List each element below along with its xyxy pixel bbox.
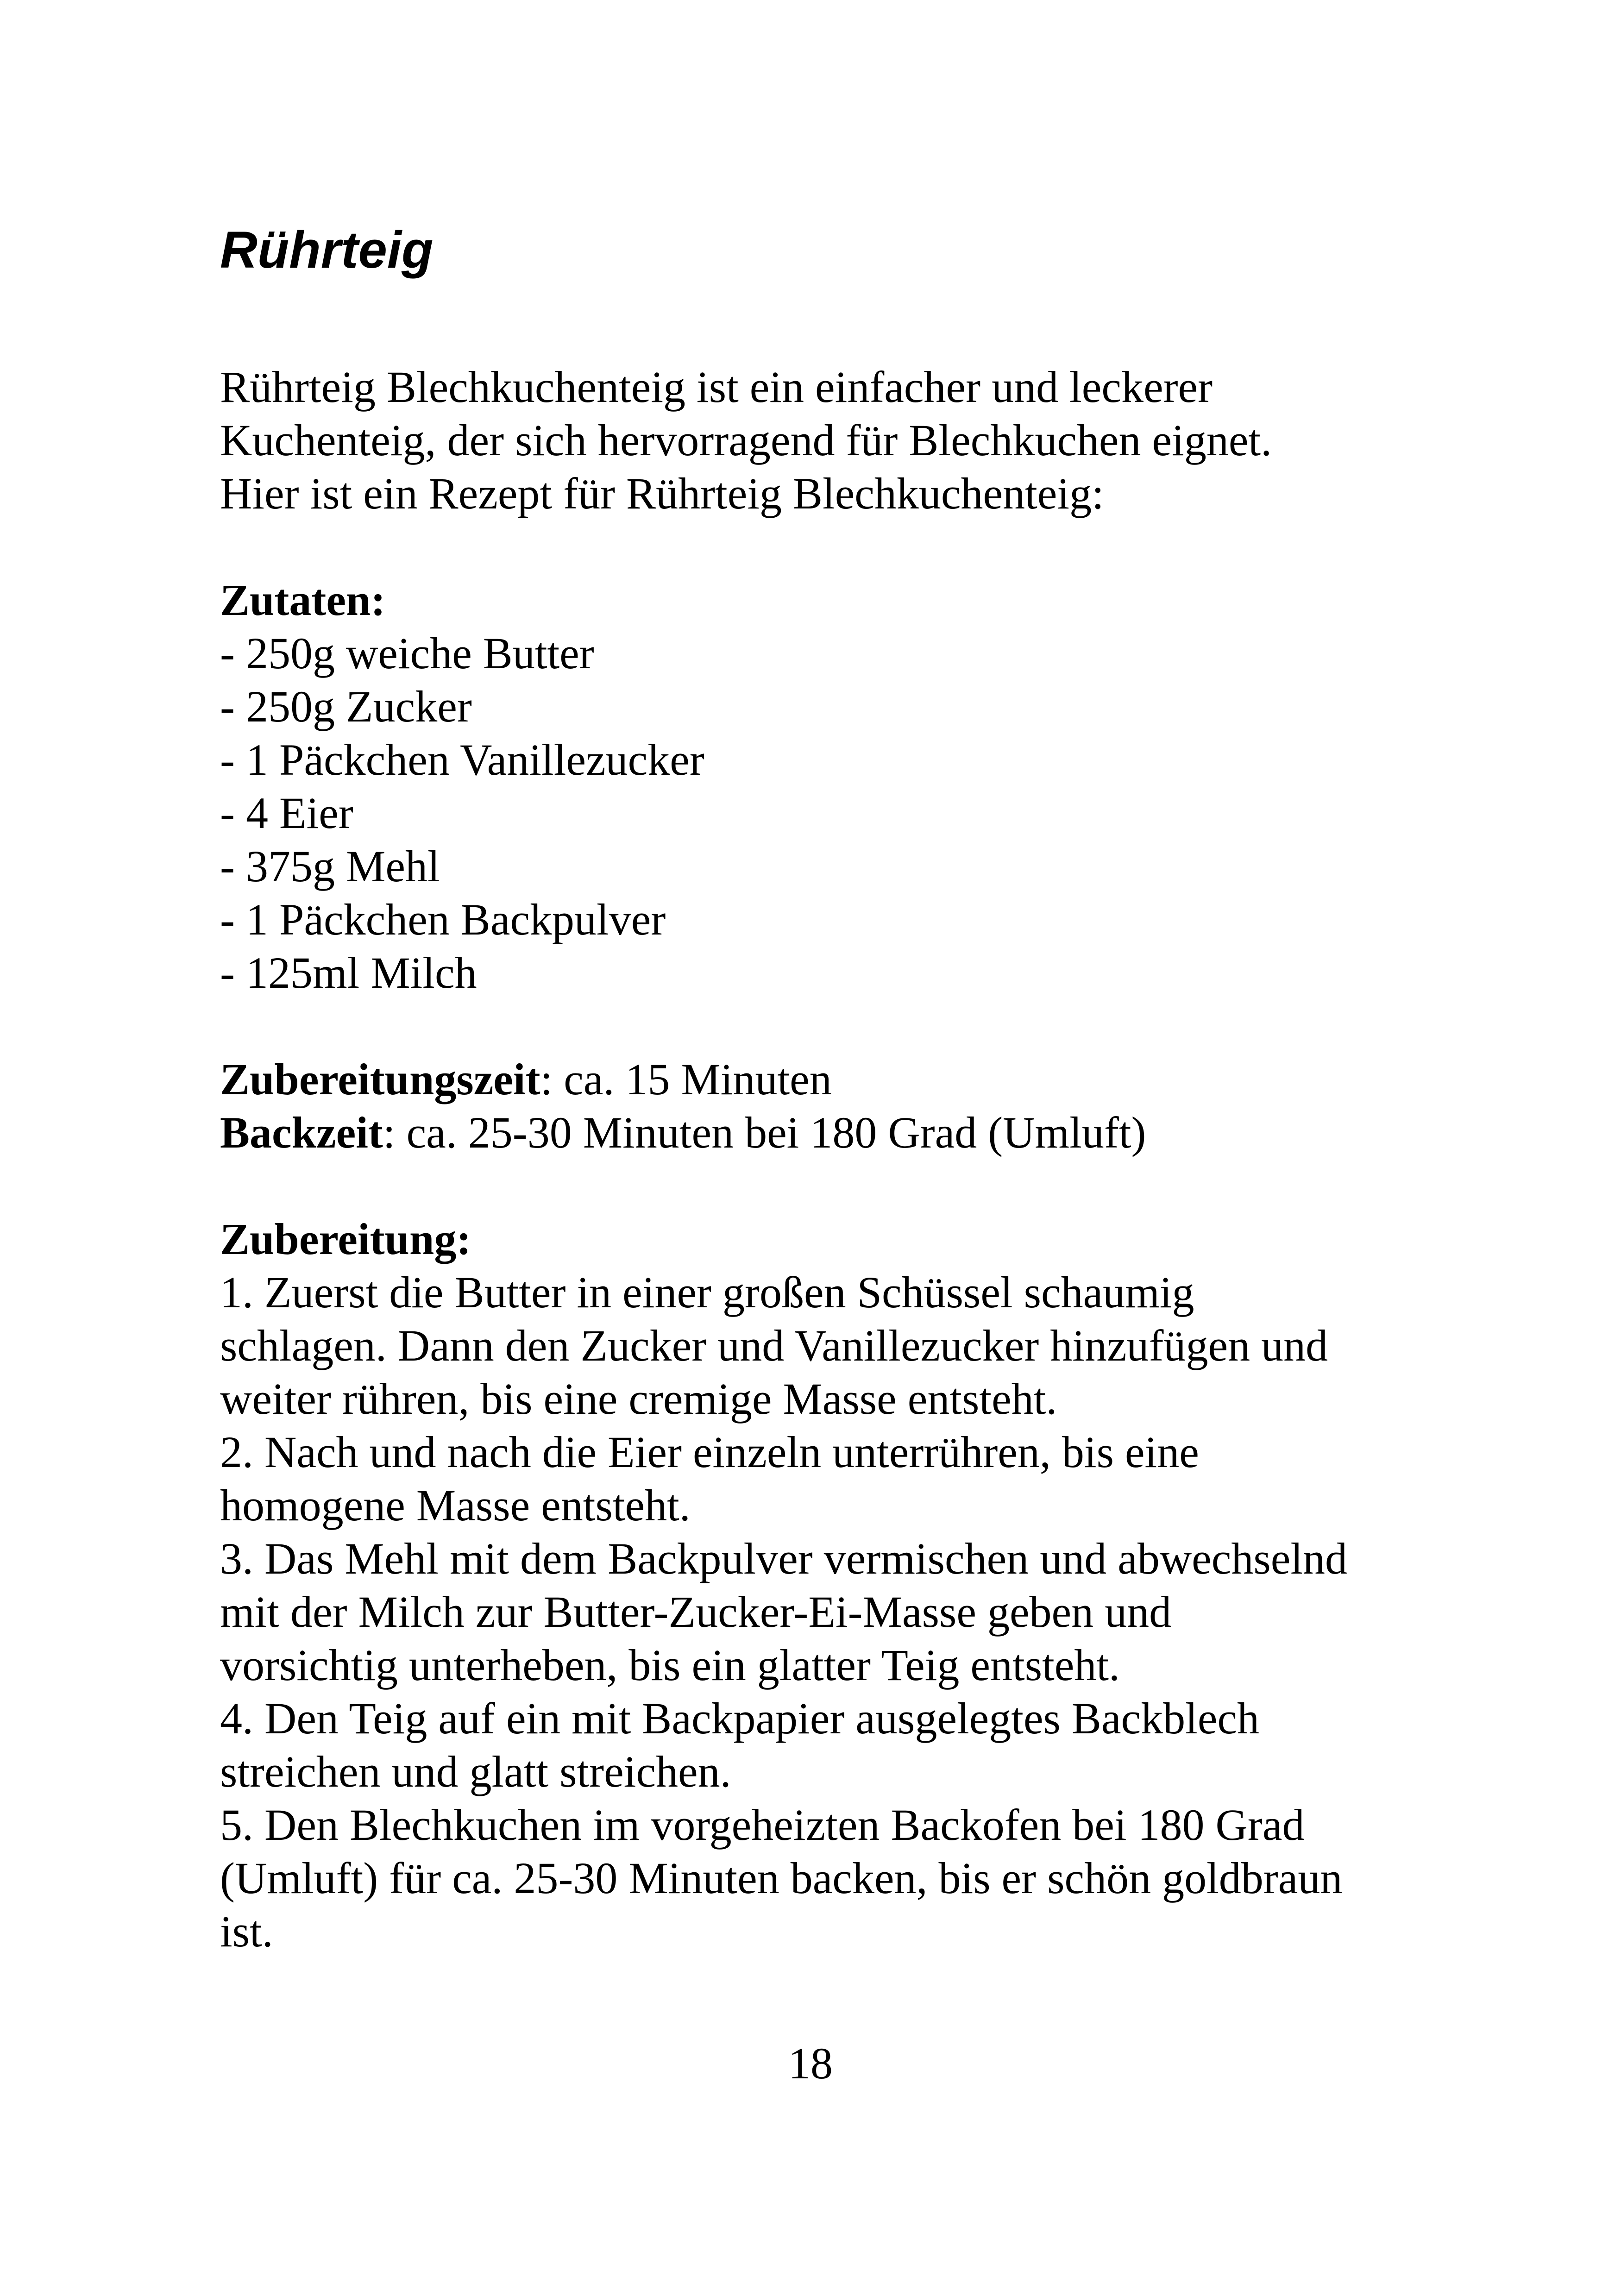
- ingredient-item: - 1 Päckchen Backpulver: [220, 895, 666, 944]
- ingredient-item: - 250g weiche Butter: [220, 628, 594, 678]
- recipe-body: [220, 360, 1470, 1958]
- intro-line: Hier ist ein Rezept für Rührteig Blechkuchenteig:: [220, 469, 1104, 518]
- preparation-line: 3. Das Mehl mit dem Backpulver vermischen und abwechselnd: [220, 1534, 1348, 1583]
- prep-time-line: [220, 1053, 1470, 1106]
- preparation-section: [220, 1212, 1470, 1958]
- ingredient-item: - 1 Päckchen Vanillezucker: [220, 735, 704, 784]
- ingredient-item: - 4 Eier: [220, 788, 353, 838]
- preparation-line: mit der Milch zur Butter-Zucker-Ei-Masse geben und: [220, 1587, 1172, 1637]
- page-title: Rührteig: [220, 221, 434, 279]
- preparation-line: streichen und glatt streichen.: [220, 1747, 731, 1796]
- preparation-line: 1. Zuerst die Butter in einer großen Schüssel schaumig: [220, 1267, 1194, 1317]
- bake-time-line: [220, 1106, 1470, 1159]
- preparation-line: vorsichtig unterheben, bis ein glatter Teig entsteht.: [220, 1640, 1120, 1690]
- intro-line: Rührteig Blechkuchenteig ist ein einfacher und leckerer: [220, 362, 1213, 412]
- ingredient-item: - 125ml Milch: [220, 948, 477, 997]
- intro-paragraph: [220, 360, 1470, 520]
- preparation-line: schlagen. Dann den Zucker und Vanillezucker hinzufügen und: [220, 1321, 1328, 1370]
- preparation-line: ist.: [220, 1907, 273, 1956]
- ingredient-item: - 375g Mehl: [220, 841, 440, 891]
- bake-time-value: : ca. 25-30 Minuten bei 180 Grad (Umluft): [383, 1108, 1146, 1157]
- spacer: [220, 1159, 1470, 1212]
- intro-line: Kuchenteig, der sich hervorragend für Blechkuchen eignet.: [220, 415, 1272, 465]
- preparation-line: 5. Den Blechkuchen im vorgeheizten Backofen bei 180 Grad: [220, 1800, 1305, 1850]
- bake-time-label: Backzeit: [220, 1108, 383, 1157]
- preparation-line: (Umluft) für ca. 25-30 Minuten backen, bis er schön goldbraun: [220, 1853, 1343, 1903]
- spacer: [220, 520, 1470, 573]
- preparation-line: homogene Masse entsteht.: [220, 1480, 691, 1530]
- prep-time-value: : ca. 15 Minuten: [540, 1054, 832, 1104]
- preparation-line: weiter rühren, bis eine cremige Masse entsteht.: [220, 1374, 1057, 1424]
- spacer: [220, 999, 1470, 1053]
- prep-time-label: Zubereitungszeit: [220, 1054, 540, 1104]
- preparation-line: 4. Den Teig auf ein mit Backpapier ausgelegtes Backblech: [220, 1694, 1260, 1743]
- ingredients-heading: Zutaten:: [220, 575, 386, 625]
- times-section: [220, 1053, 1470, 1159]
- ingredient-item: - 250g Zucker: [220, 682, 472, 731]
- page-number: 18: [788, 2039, 833, 2088]
- preparation-line: 2. Nach und nach die Eier einzeln unterrühren, bis eine: [220, 1427, 1199, 1477]
- ingredients-section: [220, 573, 1470, 999]
- preparation-heading: Zubereitung:: [220, 1214, 471, 1264]
